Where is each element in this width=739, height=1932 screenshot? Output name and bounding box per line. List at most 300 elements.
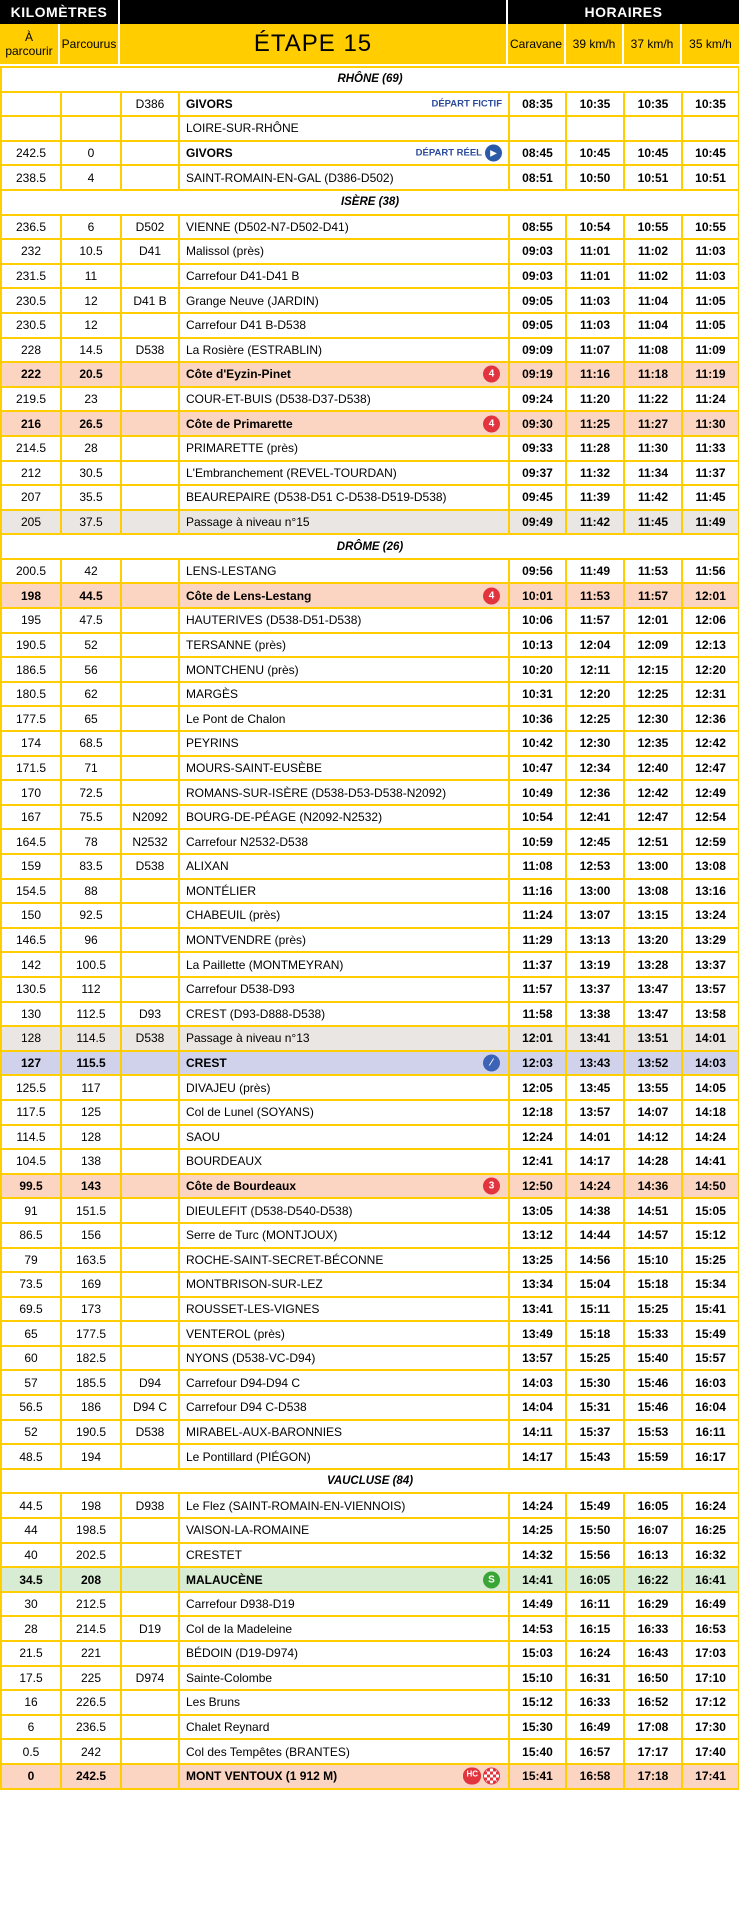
place-name: Carrefour D94 C-D538 (186, 1400, 307, 1415)
time-35kmh: 17:12 (682, 1690, 739, 1715)
caravane-time: 11:16 (509, 879, 566, 904)
place-name: MONT VENTOUX (1 912 M) (186, 1769, 338, 1784)
road-number: N2532 (121, 829, 179, 854)
place-cell (179, 1149, 509, 1174)
road-number: D538 (121, 1026, 179, 1051)
table-row (1, 436, 739, 461)
caravane-time: 10:31 (509, 682, 566, 707)
time-39kmh: 16:15 (566, 1616, 624, 1641)
place-cell (179, 1026, 509, 1051)
time-37kmh: 13:52 (624, 1051, 682, 1076)
time-37kmh: 15:59 (624, 1444, 682, 1469)
place-cell (179, 215, 509, 240)
km-remaining: 21.5 (1, 1641, 61, 1666)
place-name: COUR-ET-BUIS (D538-D37-D538) (186, 392, 371, 407)
table-row (1, 1100, 739, 1125)
time-39kmh: 13:41 (566, 1026, 624, 1051)
finish-icons (463, 1768, 500, 1785)
climb-row (1, 583, 739, 608)
table-row (1, 1666, 739, 1691)
place-cell (179, 288, 509, 313)
road-number (121, 1567, 179, 1592)
place-cell (179, 805, 509, 830)
km-covered: 242 (61, 1739, 121, 1764)
road-number: D386 (121, 92, 179, 117)
km-remaining: 117.5 (1, 1100, 61, 1125)
caravane-time: 12:05 (509, 1075, 566, 1100)
km-remaining: 238.5 (1, 165, 61, 190)
place-cell (179, 1764, 509, 1789)
place-cell (179, 1100, 509, 1125)
km-covered: 12 (61, 313, 121, 338)
time-35kmh: 11:49 (682, 510, 739, 535)
km-covered: 138 (61, 1149, 121, 1174)
time-37kmh: 11:27 (624, 411, 682, 436)
km-remaining: 195 (1, 608, 61, 633)
km-covered: 75.5 (61, 805, 121, 830)
time-35kmh: 14:05 (682, 1075, 739, 1100)
km-covered: 11 (61, 264, 121, 289)
time-37kmh: 16:07 (624, 1518, 682, 1543)
km-remaining: 0.5 (1, 1739, 61, 1764)
road-number (121, 1543, 179, 1568)
place-cell (179, 1321, 509, 1346)
itinerary-body (1, 67, 739, 1789)
caravane-time: 09:19 (509, 362, 566, 387)
km-covered: 112 (61, 977, 121, 1002)
time-37kmh: 13:47 (624, 1002, 682, 1027)
table-row (1, 239, 739, 264)
place-cell (179, 1592, 509, 1617)
table-row (1, 1420, 739, 1445)
table-row (1, 559, 739, 584)
time-39kmh: 16:11 (566, 1592, 624, 1617)
km-remaining: 91 (1, 1198, 61, 1223)
time-37kmh: 12:25 (624, 682, 682, 707)
km-covered: 177.5 (61, 1321, 121, 1346)
time-39kmh: 11:25 (566, 411, 624, 436)
col-covered-header: Parcourus (60, 24, 118, 64)
place-cell (179, 1715, 509, 1740)
time-35kmh: 14:01 (682, 1026, 739, 1051)
place-cell (179, 436, 509, 461)
time-39kmh: 12:30 (566, 731, 624, 756)
time-39kmh: 14:01 (566, 1125, 624, 1150)
time-37kmh: 14:57 (624, 1223, 682, 1248)
place-name: GIVORS (186, 146, 233, 161)
caravane-time: 15:10 (509, 1666, 566, 1691)
caravane-time: 10:59 (509, 829, 566, 854)
km-remaining: 86.5 (1, 1223, 61, 1248)
place-cell (179, 1272, 509, 1297)
caravane-time: 14:24 (509, 1493, 566, 1518)
caravane-time: 13:12 (509, 1223, 566, 1248)
col-caravane-header: Caravane (508, 24, 564, 64)
table-row (1, 1297, 739, 1322)
road-number (121, 1739, 179, 1764)
road-number (121, 313, 179, 338)
km-remaining (1, 116, 61, 141)
table-row (1, 1444, 739, 1469)
table-row (1, 1543, 739, 1568)
time-39kmh: 12:45 (566, 829, 624, 854)
km-covered: 0 (61, 141, 121, 166)
place-name: ROCHE-SAINT-SECRET-BÉCONNE (186, 1252, 384, 1267)
time-35kmh: 12:20 (682, 657, 739, 682)
time-35kmh: 12:31 (682, 682, 739, 707)
caravane-time: 10:42 (509, 731, 566, 756)
time-39kmh: 15:25 (566, 1346, 624, 1371)
time-37kmh: 17:08 (624, 1715, 682, 1740)
table-row (1, 756, 739, 781)
km-covered: 20.5 (61, 362, 121, 387)
table-row (1, 633, 739, 658)
road-number (121, 1297, 179, 1322)
km-remaining: 232 (1, 239, 61, 264)
place-name: ALIXAN (186, 859, 229, 874)
place-name: PRIMARETTE (près) (186, 441, 299, 456)
km-remaining: 16 (1, 1690, 61, 1715)
road-number (121, 608, 179, 633)
place-name: Serre de Turc (MONTJOUX) (186, 1228, 338, 1243)
caravane-time: 11:37 (509, 952, 566, 977)
caravane-time: 09:03 (509, 264, 566, 289)
time-39kmh: 11:28 (566, 436, 624, 461)
horaires-group-label: HORAIRES (508, 0, 739, 24)
time-39kmh: 15:11 (566, 1297, 624, 1322)
km-remaining: 130 (1, 1002, 61, 1027)
place-cell (179, 1395, 509, 1420)
place-cell (179, 313, 509, 338)
intermediate-sprint-icon: ⁄ (483, 1055, 500, 1072)
place-name: Côte d'Eyzin-Pinet (186, 367, 291, 382)
table-row (1, 387, 739, 412)
road-number (121, 1051, 179, 1076)
play-icon: ▶ (485, 145, 502, 162)
road-number (121, 977, 179, 1002)
col-speed3-header: 35 km/h (682, 24, 739, 64)
km-covered: 169 (61, 1272, 121, 1297)
km-covered: 96 (61, 928, 121, 953)
table-row (1, 879, 739, 904)
road-number (121, 1715, 179, 1740)
place-name: La Paillette (MONTMEYRAN) (186, 957, 344, 972)
km-remaining: 146.5 (1, 928, 61, 953)
km-covered: 212.5 (61, 1592, 121, 1617)
table-row (1, 1592, 739, 1617)
time-39kmh: 14:24 (566, 1174, 624, 1199)
road-number (121, 116, 179, 141)
place-name: La Rosière (ESTRABLIN) (186, 342, 323, 357)
km-covered: 26.5 (61, 411, 121, 436)
place-name: Le Flez (SAINT-ROMAIN-EN-VIENNOIS) (186, 1498, 406, 1513)
km-covered: 185.5 (61, 1370, 121, 1395)
km-covered: 198.5 (61, 1518, 121, 1543)
col-remaining-header: À parcourir (0, 24, 58, 64)
table-row (1, 706, 739, 731)
km-remaining: 6 (1, 1715, 61, 1740)
time-39kmh: 11:03 (566, 288, 624, 313)
road-number (121, 903, 179, 928)
km-remaining: 57 (1, 1370, 61, 1395)
place-name: GIVORS (186, 96, 233, 111)
caravane-time: 09:05 (509, 313, 566, 338)
time-39kmh: 11:32 (566, 461, 624, 486)
km-remaining: 65 (1, 1321, 61, 1346)
time-39kmh: 11:49 (566, 559, 624, 584)
place-name: ROUSSET-LES-VIGNES (186, 1301, 320, 1316)
caravane-time: 14:41 (509, 1567, 566, 1592)
km-remaining: 60 (1, 1346, 61, 1371)
caravane-time: 12:18 (509, 1100, 566, 1125)
road-number (121, 1075, 179, 1100)
table-row (1, 829, 739, 854)
caravane-time: 13:34 (509, 1272, 566, 1297)
time-37kmh: 12:30 (624, 706, 682, 731)
km-covered: 190.5 (61, 1420, 121, 1445)
time-35kmh: 13:57 (682, 977, 739, 1002)
place-name: CHABEUIL (près) (186, 908, 281, 923)
place-name: Côte de Primarette (186, 416, 293, 431)
caravane-time: 13:25 (509, 1248, 566, 1273)
depart-tag (416, 145, 502, 162)
time-35kmh: 12:59 (682, 829, 739, 854)
road-number (121, 731, 179, 756)
place-name: MONTÉLIER (186, 883, 257, 898)
km-covered: 202.5 (61, 1543, 121, 1568)
km-covered: 156 (61, 1223, 121, 1248)
km-covered: 221 (61, 1641, 121, 1666)
time-35kmh: 17:10 (682, 1666, 739, 1691)
stage-title (120, 24, 506, 64)
place-name: ROMANS-SUR-ISÈRE (D538-D53-D538-N2092) (186, 785, 447, 800)
table-row (1, 952, 739, 977)
time-37kmh: 11:22 (624, 387, 682, 412)
place-cell (179, 338, 509, 363)
km-covered: 88 (61, 879, 121, 904)
place-cell (179, 1641, 509, 1666)
place-cell (179, 1690, 509, 1715)
time-37kmh (624, 116, 682, 141)
time-35kmh: 16:24 (682, 1493, 739, 1518)
caravane-time: 12:01 (509, 1026, 566, 1051)
road-number: D41 (121, 239, 179, 264)
time-35kmh: 12:54 (682, 805, 739, 830)
caravane-time: 08:51 (509, 165, 566, 190)
km-remaining: 127 (1, 1051, 61, 1076)
km-remaining: 180.5 (1, 682, 61, 707)
time-39kmh: 13:19 (566, 952, 624, 977)
caravane-time: 10:47 (509, 756, 566, 781)
region-label: DRÔME (26) (1, 534, 739, 559)
table-row (1, 1002, 739, 1027)
place-name: L'Embranchement (REVEL-TOURDAN) (186, 465, 397, 480)
place-name: Carrefour D938-D19 (186, 1597, 295, 1612)
table-row (1, 92, 739, 117)
km-covered: 4 (61, 165, 121, 190)
time-35kmh: 12:13 (682, 633, 739, 658)
hors-categorie-icon: HC (463, 1768, 481, 1785)
time-35kmh: 16:17 (682, 1444, 739, 1469)
place-cell (179, 1075, 509, 1100)
table-row (1, 928, 739, 953)
time-35kmh: 15:57 (682, 1346, 739, 1371)
place-cell (179, 879, 509, 904)
time-35kmh: 13:37 (682, 952, 739, 977)
place-name: Chalet Reynard (186, 1720, 270, 1735)
caravane-time: 15:03 (509, 1641, 566, 1666)
table-row (1, 1395, 739, 1420)
place-cell (179, 731, 509, 756)
place-cell (179, 1174, 509, 1199)
table-row (1, 1493, 739, 1518)
table-row (1, 1223, 739, 1248)
km-covered: 62 (61, 682, 121, 707)
km-remaining: 170 (1, 780, 61, 805)
time-37kmh: 12:01 (624, 608, 682, 633)
road-number (121, 1518, 179, 1543)
place-name: LOIRE-SUR-RHÔNE (186, 121, 299, 136)
km-remaining: 231.5 (1, 264, 61, 289)
km-remaining: 44.5 (1, 1493, 61, 1518)
place-name: PEYRINS (186, 736, 239, 751)
time-39kmh: 12:36 (566, 780, 624, 805)
place-cell (179, 411, 509, 436)
time-39kmh: 16:57 (566, 1739, 624, 1764)
table-row (1, 780, 739, 805)
time-39kmh: 12:11 (566, 657, 624, 682)
time-37kmh: 14:51 (624, 1198, 682, 1223)
km-remaining: 236.5 (1, 215, 61, 240)
km-covered: 65 (61, 706, 121, 731)
km-remaining: 40 (1, 1543, 61, 1568)
table-row (1, 1321, 739, 1346)
km-remaining: 114.5 (1, 1125, 61, 1150)
time-37kmh: 11:04 (624, 313, 682, 338)
rail-row (1, 1026, 739, 1051)
rail-row (1, 510, 739, 535)
table-row (1, 461, 739, 486)
km-covered: 30.5 (61, 461, 121, 486)
road-number (121, 1125, 179, 1150)
time-39kmh: 11:20 (566, 387, 624, 412)
road-number: D19 (121, 1616, 179, 1641)
time-35kmh: 11:09 (682, 338, 739, 363)
time-37kmh: 13:55 (624, 1075, 682, 1100)
table-header (0, 0, 739, 64)
table-row (1, 1690, 739, 1715)
time-35kmh: 11:45 (682, 485, 739, 510)
place-name: Sainte-Colombe (186, 1670, 273, 1685)
km-remaining: 34.5 (1, 1567, 61, 1592)
km-covered: 128 (61, 1125, 121, 1150)
km-covered: 23 (61, 387, 121, 412)
km-covered: 71 (61, 756, 121, 781)
table-row (1, 1616, 739, 1641)
time-39kmh: 16:58 (566, 1764, 624, 1789)
place-cell (179, 559, 509, 584)
place-name: Le Pont de Chalon (186, 711, 286, 726)
place-name: LENS-LESTANG (186, 564, 277, 579)
km-covered: 143 (61, 1174, 121, 1199)
km-covered: 182.5 (61, 1346, 121, 1371)
caravane-time: 15:41 (509, 1764, 566, 1789)
time-35kmh: 16:11 (682, 1420, 739, 1445)
time-39kmh: 11:16 (566, 362, 624, 387)
km-remaining: 228 (1, 338, 61, 363)
place-name: Passage à niveau n°13 (186, 1031, 310, 1046)
caravane-time: 11:58 (509, 1002, 566, 1027)
road-number: D94 C (121, 1395, 179, 1420)
km-covered: 42 (61, 559, 121, 584)
road-number (121, 1592, 179, 1617)
table-row (1, 215, 739, 240)
climb-category-3-icon: 3 (483, 1178, 500, 1195)
time-37kmh: 15:46 (624, 1370, 682, 1395)
time-39kmh: 10:35 (566, 92, 624, 117)
table-row (1, 1346, 739, 1371)
caravane-time: 13:41 (509, 1297, 566, 1322)
time-39kmh: 13:38 (566, 1002, 624, 1027)
time-35kmh: 14:18 (682, 1100, 739, 1125)
time-37kmh: 15:18 (624, 1272, 682, 1297)
time-35kmh: 12:06 (682, 608, 739, 633)
time-37kmh: 11:02 (624, 264, 682, 289)
time-37kmh: 15:10 (624, 1248, 682, 1273)
table-row (1, 731, 739, 756)
time-35kmh: 15:12 (682, 1223, 739, 1248)
time-35kmh: 12:01 (682, 583, 739, 608)
km-remaining: 125.5 (1, 1075, 61, 1100)
place-cell (179, 1739, 509, 1764)
table-row (1, 1715, 739, 1740)
time-37kmh: 12:09 (624, 633, 682, 658)
green-row (1, 1567, 739, 1592)
place-cell (179, 1002, 509, 1027)
climb-row (1, 411, 739, 436)
road-number (121, 461, 179, 486)
table-row (1, 1149, 739, 1174)
place-cell (179, 829, 509, 854)
time-39kmh: 11:01 (566, 264, 624, 289)
time-37kmh: 11:57 (624, 583, 682, 608)
time-39kmh: 14:38 (566, 1198, 624, 1223)
place-name: MONTVENDRE (près) (186, 933, 307, 948)
road-number (121, 387, 179, 412)
place-cell (179, 1444, 509, 1469)
place-cell (179, 583, 509, 608)
table-row (1, 608, 739, 633)
place-name: Le Pontillard (PIÉGON) (186, 1449, 311, 1464)
time-37kmh: 16:52 (624, 1690, 682, 1715)
km-remaining: 150 (1, 903, 61, 928)
place-name: Grange Neuve (JARDIN) (186, 293, 319, 308)
time-39kmh: 15:56 (566, 1543, 624, 1568)
table-row (1, 903, 739, 928)
place-name: MARGÈS (186, 687, 239, 702)
place-cell (179, 780, 509, 805)
caravane-time: 14:03 (509, 1370, 566, 1395)
km-covered: 35.5 (61, 485, 121, 510)
stage-title-text: ÉTAPE 15 (253, 30, 373, 57)
road-number: D538 (121, 1420, 179, 1445)
km-remaining: 79 (1, 1248, 61, 1273)
km-remaining: 205 (1, 510, 61, 535)
road-number: D41 B (121, 288, 179, 313)
place-cell (179, 608, 509, 633)
km-remaining: 28 (1, 1616, 61, 1641)
time-39kmh: 11:39 (566, 485, 624, 510)
